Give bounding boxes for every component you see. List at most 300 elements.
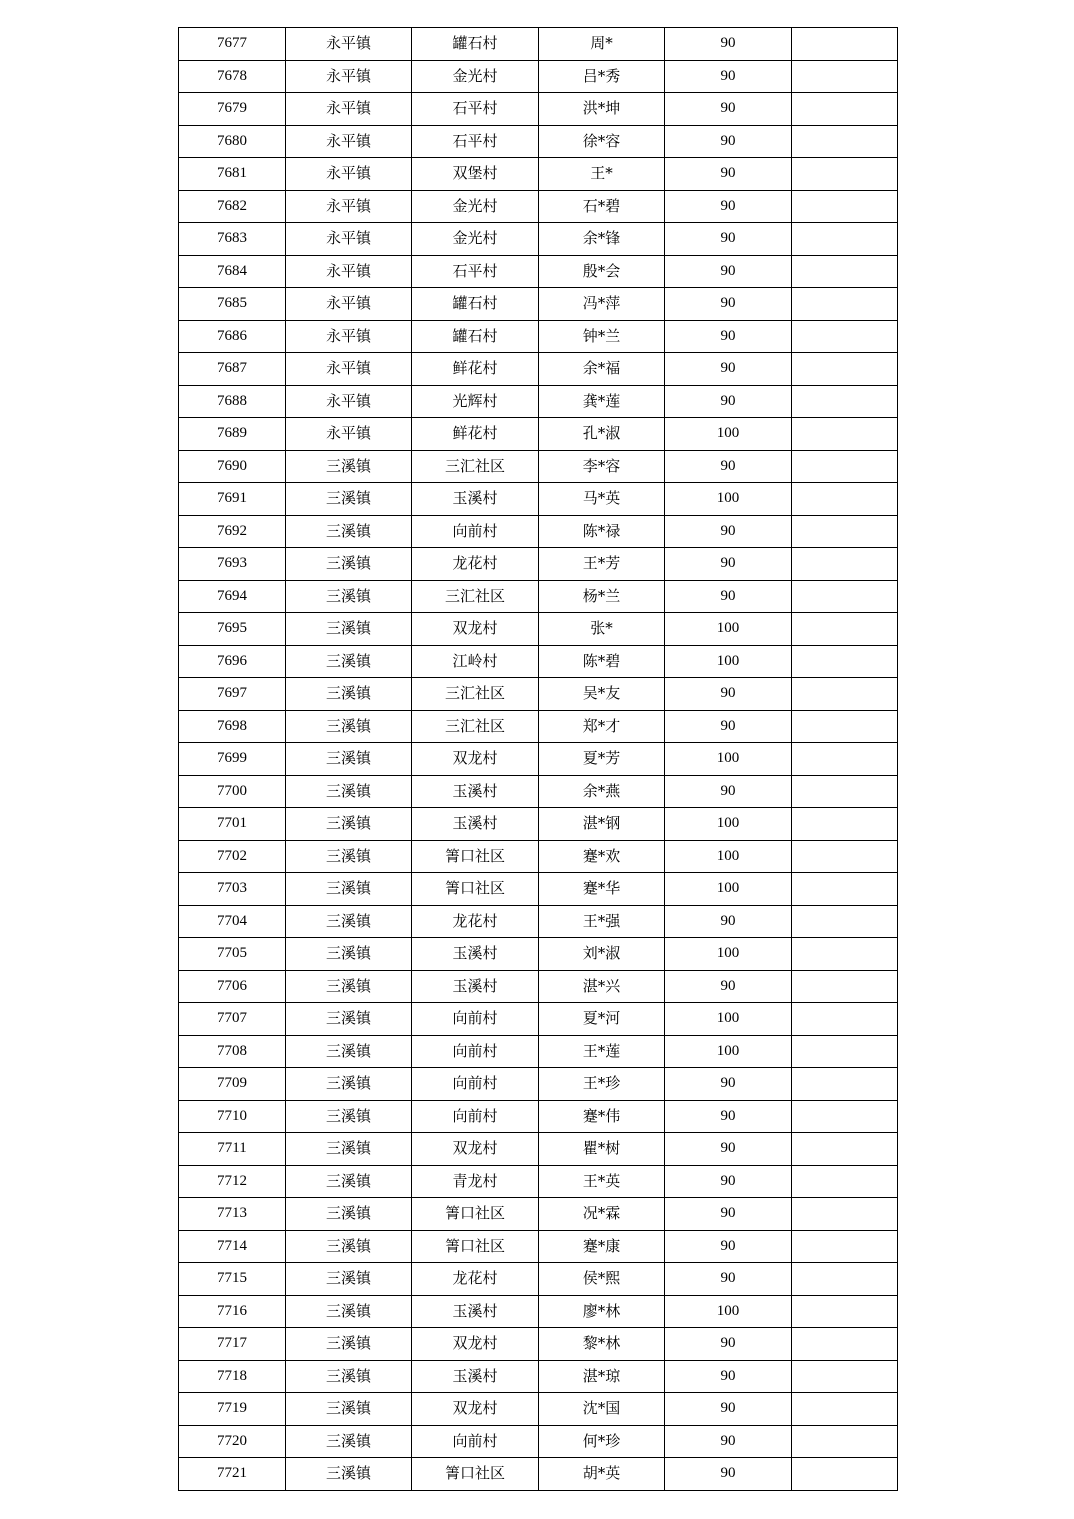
- cell-serial-number: 7699: [179, 743, 286, 776]
- cell-person-name: 蹇*康: [539, 1230, 665, 1263]
- cell-person-name: 陈*禄: [539, 515, 665, 548]
- cell-serial-number: 7684: [179, 255, 286, 288]
- cell-village: 双龙村: [412, 613, 539, 646]
- cell-amount: 90: [665, 548, 792, 581]
- cell-town: 三溪镇: [286, 548, 412, 581]
- cell-note: [792, 1230, 898, 1263]
- cell-note: [792, 353, 898, 386]
- cell-serial-number: 7679: [179, 93, 286, 126]
- cell-village: 玉溪村: [412, 808, 539, 841]
- cell-serial-number: 7682: [179, 190, 286, 223]
- cell-village: 石平村: [412, 125, 539, 158]
- cell-amount: 90: [665, 515, 792, 548]
- cell-town: 三溪镇: [286, 1263, 412, 1296]
- cell-note: [792, 288, 898, 321]
- table-row: [179, 905, 898, 938]
- table-row: [179, 255, 898, 288]
- cell-person-name: 吕*秀: [539, 60, 665, 93]
- cell-village: 三汇社区: [412, 710, 539, 743]
- cell-village: 箐口社区: [412, 1458, 539, 1491]
- cell-serial-number: 7694: [179, 580, 286, 613]
- cell-serial-number: 7698: [179, 710, 286, 743]
- cell-serial-number: 7688: [179, 385, 286, 418]
- cell-serial-number: 7710: [179, 1100, 286, 1133]
- cell-town: 永平镇: [286, 93, 412, 126]
- cell-town: 永平镇: [286, 28, 412, 61]
- table-row: [179, 223, 898, 256]
- cell-person-name: 周*: [539, 28, 665, 61]
- cell-amount: 90: [665, 1133, 792, 1166]
- cell-village: 向前村: [412, 1035, 539, 1068]
- cell-amount: 100: [665, 613, 792, 646]
- table-row: [179, 613, 898, 646]
- table-row: [179, 1328, 898, 1361]
- cell-note: [792, 93, 898, 126]
- cell-note: [792, 645, 898, 678]
- cell-person-name: 蹇*华: [539, 873, 665, 906]
- cell-town: 三溪镇: [286, 1328, 412, 1361]
- cell-note: [792, 840, 898, 873]
- cell-village: 箐口社区: [412, 873, 539, 906]
- cell-village: 龙花村: [412, 548, 539, 581]
- cell-town: 永平镇: [286, 320, 412, 353]
- table-row: [179, 28, 898, 61]
- table-row: [179, 645, 898, 678]
- cell-town: 永平镇: [286, 418, 412, 451]
- cell-amount: 100: [665, 1003, 792, 1036]
- cell-serial-number: 7719: [179, 1393, 286, 1426]
- cell-person-name: 钟*兰: [539, 320, 665, 353]
- cell-amount: 90: [665, 1425, 792, 1458]
- cell-amount: 90: [665, 970, 792, 1003]
- table-row: [179, 125, 898, 158]
- cell-village: 双龙村: [412, 1328, 539, 1361]
- cell-town: 三溪镇: [286, 450, 412, 483]
- cell-person-name: 洪*坤: [539, 93, 665, 126]
- cell-note: [792, 223, 898, 256]
- cell-note: [792, 1198, 898, 1231]
- cell-serial-number: 7708: [179, 1035, 286, 1068]
- cell-amount: 90: [665, 125, 792, 158]
- table-row: [179, 483, 898, 516]
- cell-note: [792, 1100, 898, 1133]
- cell-amount: 90: [665, 93, 792, 126]
- cell-serial-number: 7713: [179, 1198, 286, 1231]
- cell-person-name: 杨*兰: [539, 580, 665, 613]
- cell-note: [792, 1003, 898, 1036]
- cell-note: [792, 743, 898, 776]
- cell-village: 罐石村: [412, 288, 539, 321]
- cell-town: 三溪镇: [286, 580, 412, 613]
- table-row: [179, 1295, 898, 1328]
- cell-village: 龙花村: [412, 1263, 539, 1296]
- cell-village: 三汇社区: [412, 580, 539, 613]
- table-row: [179, 1230, 898, 1263]
- cell-village: 玉溪村: [412, 938, 539, 971]
- cell-serial-number: 7715: [179, 1263, 286, 1296]
- cell-serial-number: 7714: [179, 1230, 286, 1263]
- cell-serial-number: 7717: [179, 1328, 286, 1361]
- cell-town: 三溪镇: [286, 775, 412, 808]
- table-row: [179, 873, 898, 906]
- table-row: [179, 743, 898, 776]
- cell-town: 永平镇: [286, 125, 412, 158]
- cell-village: 双堡村: [412, 158, 539, 191]
- cell-person-name: 徐*容: [539, 125, 665, 158]
- cell-amount: 100: [665, 808, 792, 841]
- cell-person-name: 黎*林: [539, 1328, 665, 1361]
- cell-town: 三溪镇: [286, 1100, 412, 1133]
- cell-village: 玉溪村: [412, 1295, 539, 1328]
- cell-serial-number: 7681: [179, 158, 286, 191]
- cell-person-name: 湛*琼: [539, 1360, 665, 1393]
- cell-person-name: 郑*才: [539, 710, 665, 743]
- table-row: [179, 288, 898, 321]
- cell-person-name: 胡*英: [539, 1458, 665, 1491]
- cell-serial-number: 7711: [179, 1133, 286, 1166]
- cell-person-name: 张*: [539, 613, 665, 646]
- table-row: [179, 1100, 898, 1133]
- cell-town: 三溪镇: [286, 1133, 412, 1166]
- cell-serial-number: 7703: [179, 873, 286, 906]
- cell-note: [792, 970, 898, 1003]
- table-row: [179, 1393, 898, 1426]
- cell-serial-number: 7696: [179, 645, 286, 678]
- cell-village: 玉溪村: [412, 483, 539, 516]
- cell-amount: 90: [665, 678, 792, 711]
- cell-town: 三溪镇: [286, 645, 412, 678]
- cell-village: 向前村: [412, 1425, 539, 1458]
- cell-note: [792, 1393, 898, 1426]
- cell-amount: 90: [665, 320, 792, 353]
- cell-amount: 100: [665, 483, 792, 516]
- cell-serial-number: 7677: [179, 28, 286, 61]
- cell-amount: 90: [665, 385, 792, 418]
- cell-village: 玉溪村: [412, 775, 539, 808]
- cell-town: 三溪镇: [286, 840, 412, 873]
- table-row: [179, 678, 898, 711]
- table-row: [179, 418, 898, 451]
- cell-village: 龙花村: [412, 905, 539, 938]
- cell-town: 永平镇: [286, 60, 412, 93]
- table-row: [179, 385, 898, 418]
- cell-note: [792, 873, 898, 906]
- cell-village: 石平村: [412, 255, 539, 288]
- cell-person-name: 夏*河: [539, 1003, 665, 1036]
- cell-village: 双龙村: [412, 1393, 539, 1426]
- cell-note: [792, 125, 898, 158]
- cell-note: [792, 905, 898, 938]
- cell-town: 永平镇: [286, 223, 412, 256]
- cell-note: [792, 158, 898, 191]
- cell-note: [792, 1425, 898, 1458]
- cell-person-name: 王*珍: [539, 1068, 665, 1101]
- cell-serial-number: 7712: [179, 1165, 286, 1198]
- cell-person-name: 何*珍: [539, 1425, 665, 1458]
- cell-person-name: 王*英: [539, 1165, 665, 1198]
- cell-serial-number: 7697: [179, 678, 286, 711]
- cell-person-name: 王*: [539, 158, 665, 191]
- cell-amount: 90: [665, 580, 792, 613]
- cell-note: [792, 1360, 898, 1393]
- table-row: [179, 93, 898, 126]
- cell-amount: 90: [665, 353, 792, 386]
- table-row: [179, 1458, 898, 1491]
- cell-town: 永平镇: [286, 353, 412, 386]
- cell-serial-number: 7686: [179, 320, 286, 353]
- cell-note: [792, 60, 898, 93]
- cell-town: 永平镇: [286, 288, 412, 321]
- cell-amount: 90: [665, 288, 792, 321]
- cell-person-name: 孔*淑: [539, 418, 665, 451]
- cell-person-name: 王*强: [539, 905, 665, 938]
- cell-town: 三溪镇: [286, 938, 412, 971]
- table-row: [179, 548, 898, 581]
- cell-note: [792, 710, 898, 743]
- cell-serial-number: 7707: [179, 1003, 286, 1036]
- cell-serial-number: 7716: [179, 1295, 286, 1328]
- table-row: [179, 580, 898, 613]
- cell-village: 罐石村: [412, 28, 539, 61]
- cell-amount: 90: [665, 1328, 792, 1361]
- cell-town: 三溪镇: [286, 743, 412, 776]
- cell-serial-number: 7706: [179, 970, 286, 1003]
- cell-note: [792, 190, 898, 223]
- cell-amount: 90: [665, 1458, 792, 1491]
- cell-note: [792, 483, 898, 516]
- cell-village: 光辉村: [412, 385, 539, 418]
- cell-village: 金光村: [412, 223, 539, 256]
- table-row: [179, 938, 898, 971]
- cell-serial-number: 7689: [179, 418, 286, 451]
- cell-note: [792, 1328, 898, 1361]
- cell-amount: 90: [665, 28, 792, 61]
- cell-person-name: 吴*友: [539, 678, 665, 711]
- table-row: [179, 840, 898, 873]
- cell-amount: 100: [665, 1035, 792, 1068]
- cell-amount: 100: [665, 743, 792, 776]
- cell-note: [792, 28, 898, 61]
- table-row: [179, 775, 898, 808]
- cell-person-name: 陈*碧: [539, 645, 665, 678]
- cell-note: [792, 1458, 898, 1491]
- roster-table-body: [179, 28, 898, 1491]
- cell-note: [792, 678, 898, 711]
- cell-serial-number: 7701: [179, 808, 286, 841]
- cell-village: 箐口社区: [412, 1230, 539, 1263]
- cell-note: [792, 1295, 898, 1328]
- cell-village: 箐口社区: [412, 840, 539, 873]
- table-row: [179, 1068, 898, 1101]
- cell-amount: 100: [665, 645, 792, 678]
- cell-town: 三溪镇: [286, 1295, 412, 1328]
- cell-town: 三溪镇: [286, 613, 412, 646]
- cell-amount: 90: [665, 190, 792, 223]
- cell-town: 三溪镇: [286, 1458, 412, 1491]
- table-row: [179, 808, 898, 841]
- cell-person-name: 蹇*欢: [539, 840, 665, 873]
- cell-note: [792, 1263, 898, 1296]
- cell-serial-number: 7702: [179, 840, 286, 873]
- cell-person-name: 王*莲: [539, 1035, 665, 1068]
- cell-note: [792, 808, 898, 841]
- cell-person-name: 殷*会: [539, 255, 665, 288]
- cell-town: 三溪镇: [286, 1003, 412, 1036]
- cell-town: 三溪镇: [286, 970, 412, 1003]
- cell-serial-number: 7705: [179, 938, 286, 971]
- cell-amount: 90: [665, 1068, 792, 1101]
- cell-town: 三溪镇: [286, 1425, 412, 1458]
- cell-person-name: 侯*熙: [539, 1263, 665, 1296]
- cell-village: 玉溪村: [412, 1360, 539, 1393]
- cell-person-name: 瞿*树: [539, 1133, 665, 1166]
- table-row: [179, 158, 898, 191]
- table-row: [179, 1003, 898, 1036]
- cell-amount: 90: [665, 1100, 792, 1133]
- cell-amount: 90: [665, 905, 792, 938]
- roster-table: [178, 27, 898, 1491]
- cell-town: 永平镇: [286, 385, 412, 418]
- cell-village: 向前村: [412, 515, 539, 548]
- table-row: [179, 1035, 898, 1068]
- cell-serial-number: 7678: [179, 60, 286, 93]
- cell-person-name: 湛*兴: [539, 970, 665, 1003]
- cell-person-name: 余*福: [539, 353, 665, 386]
- cell-serial-number: 7693: [179, 548, 286, 581]
- table-row: [179, 450, 898, 483]
- table-row: [179, 190, 898, 223]
- cell-village: 金光村: [412, 190, 539, 223]
- cell-serial-number: 7718: [179, 1360, 286, 1393]
- cell-amount: 100: [665, 1295, 792, 1328]
- cell-serial-number: 7683: [179, 223, 286, 256]
- cell-amount: 90: [665, 1230, 792, 1263]
- cell-note: [792, 938, 898, 971]
- cell-village: 箐口社区: [412, 1198, 539, 1231]
- cell-amount: 90: [665, 158, 792, 191]
- cell-town: 三溪镇: [286, 1165, 412, 1198]
- cell-amount: 100: [665, 840, 792, 873]
- cell-town: 永平镇: [286, 190, 412, 223]
- cell-note: [792, 1133, 898, 1166]
- cell-town: 三溪镇: [286, 483, 412, 516]
- cell-amount: 100: [665, 938, 792, 971]
- cell-note: [792, 775, 898, 808]
- cell-town: 三溪镇: [286, 515, 412, 548]
- cell-town: 三溪镇: [286, 1393, 412, 1426]
- table-row: [179, 515, 898, 548]
- cell-village: 向前村: [412, 1100, 539, 1133]
- cell-serial-number: 7700: [179, 775, 286, 808]
- table-row: [179, 1133, 898, 1166]
- cell-village: 罐石村: [412, 320, 539, 353]
- cell-amount: 90: [665, 1393, 792, 1426]
- cell-serial-number: 7690: [179, 450, 286, 483]
- cell-person-name: 龚*莲: [539, 385, 665, 418]
- cell-person-name: 余*燕: [539, 775, 665, 808]
- table-row: [179, 60, 898, 93]
- table-row: [179, 710, 898, 743]
- cell-serial-number: 7709: [179, 1068, 286, 1101]
- cell-note: [792, 1035, 898, 1068]
- cell-town: 三溪镇: [286, 1198, 412, 1231]
- cell-serial-number: 7680: [179, 125, 286, 158]
- cell-person-name: 余*锋: [539, 223, 665, 256]
- cell-serial-number: 7695: [179, 613, 286, 646]
- cell-person-name: 王*芳: [539, 548, 665, 581]
- cell-town: 三溪镇: [286, 710, 412, 743]
- cell-note: [792, 320, 898, 353]
- cell-person-name: 蹇*伟: [539, 1100, 665, 1133]
- cell-person-name: 刘*淑: [539, 938, 665, 971]
- cell-serial-number: 7685: [179, 288, 286, 321]
- cell-town: 三溪镇: [286, 808, 412, 841]
- cell-town: 三溪镇: [286, 905, 412, 938]
- cell-note: [792, 613, 898, 646]
- cell-amount: 100: [665, 873, 792, 906]
- cell-town: 永平镇: [286, 255, 412, 288]
- cell-town: 三溪镇: [286, 1360, 412, 1393]
- cell-village: 双龙村: [412, 1133, 539, 1166]
- cell-town: 三溪镇: [286, 1068, 412, 1101]
- cell-amount: 90: [665, 255, 792, 288]
- table-row: [179, 1165, 898, 1198]
- cell-note: [792, 548, 898, 581]
- table-row: [179, 320, 898, 353]
- cell-amount: 90: [665, 1165, 792, 1198]
- cell-village: 鲜花村: [412, 418, 539, 451]
- cell-village: 三汇社区: [412, 678, 539, 711]
- cell-village: 鲜花村: [412, 353, 539, 386]
- cell-note: [792, 255, 898, 288]
- cell-person-name: 夏*芳: [539, 743, 665, 776]
- table-row: [179, 1198, 898, 1231]
- cell-note: [792, 418, 898, 451]
- table-row: [179, 1425, 898, 1458]
- cell-town: 三溪镇: [286, 1230, 412, 1263]
- cell-serial-number: 7687: [179, 353, 286, 386]
- cell-note: [792, 515, 898, 548]
- cell-note: [792, 580, 898, 613]
- cell-village: 金光村: [412, 60, 539, 93]
- cell-person-name: 廖*林: [539, 1295, 665, 1328]
- cell-village: 三汇社区: [412, 450, 539, 483]
- cell-village: 石平村: [412, 93, 539, 126]
- cell-person-name: 马*英: [539, 483, 665, 516]
- cell-town: 三溪镇: [286, 873, 412, 906]
- cell-person-name: 冯*萍: [539, 288, 665, 321]
- cell-town: 永平镇: [286, 158, 412, 191]
- cell-village: 江岭村: [412, 645, 539, 678]
- cell-amount: 100: [665, 418, 792, 451]
- cell-note: [792, 450, 898, 483]
- cell-village: 向前村: [412, 1068, 539, 1101]
- cell-village: 玉溪村: [412, 970, 539, 1003]
- cell-serial-number: 7720: [179, 1425, 286, 1458]
- cell-note: [792, 1165, 898, 1198]
- cell-village: 青龙村: [412, 1165, 539, 1198]
- table-row: [179, 1360, 898, 1393]
- cell-note: [792, 385, 898, 418]
- cell-town: 三溪镇: [286, 1035, 412, 1068]
- cell-person-name: 况*霖: [539, 1198, 665, 1231]
- cell-person-name: 湛*钢: [539, 808, 665, 841]
- cell-amount: 90: [665, 60, 792, 93]
- cell-serial-number: 7704: [179, 905, 286, 938]
- table-row: [179, 1263, 898, 1296]
- cell-serial-number: 7692: [179, 515, 286, 548]
- cell-person-name: 石*碧: [539, 190, 665, 223]
